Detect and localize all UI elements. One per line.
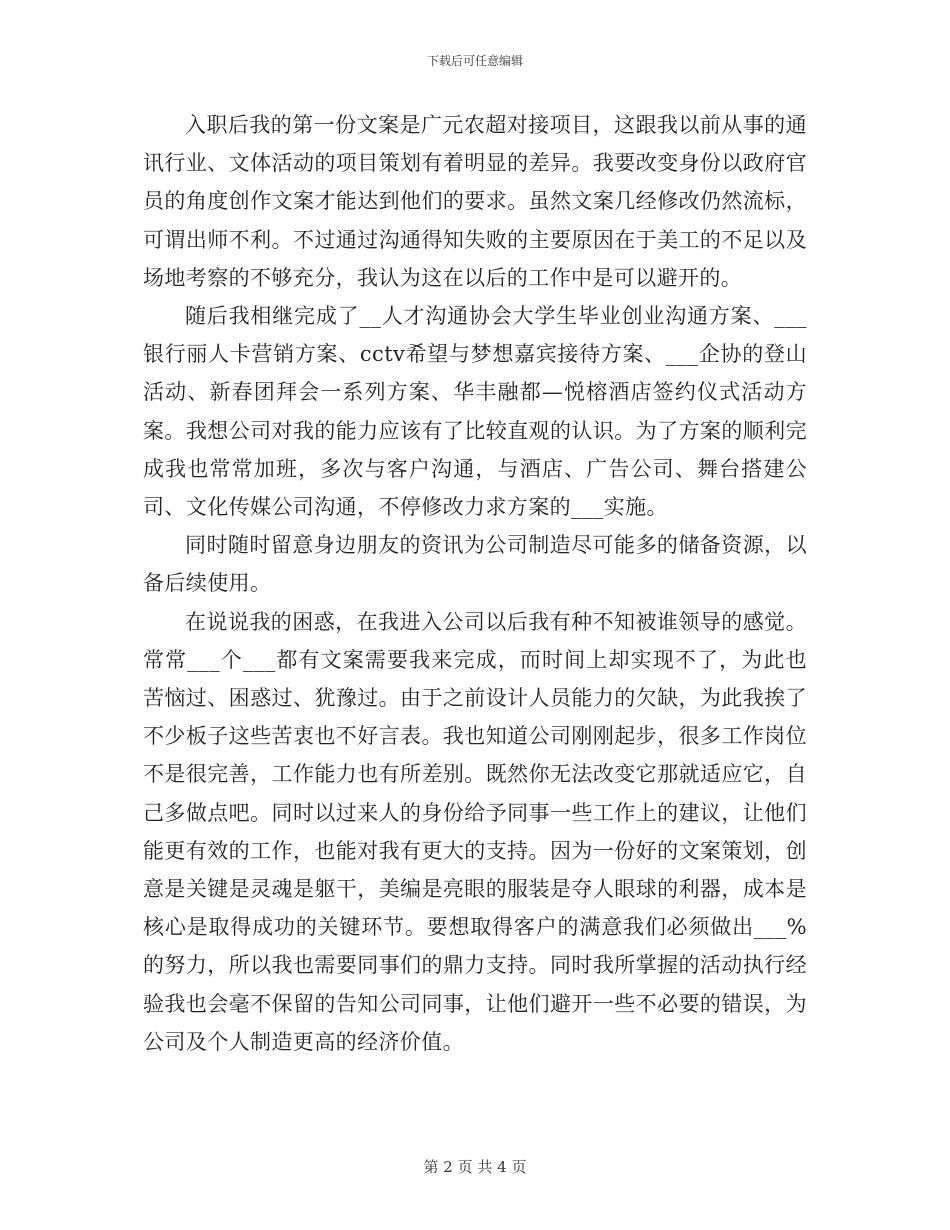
paragraph-completed-plans: 随后我相继完成了__人才沟通协会大学生毕业创业沟通方案、___银行丽人卡营销方案、cctv希望与梦想嘉宾接待方案、___企协的登山活动、新春团拜会一系列方案、华丰融都—悦榕酒店签约仪式活动方案。我想公司对我的能力应该有了比较直观的认识。为了方案的顺利完成我也常常加班，多次与客户沟通，与酒店、广告公司、舞台搭建公司、文化传媒公司沟通，不停修改力求方案的___实施。: [143, 304, 807, 520]
paragraph-reserve-resources: 同时随时留意身边朋友的资讯为公司制造尽可能多的储备资源，以备后续使用。: [143, 533, 807, 596]
document-body: [143, 106, 807, 1061]
paragraph-confusion: 在说说我的困惑，在我进入公司以后我有种不知被谁领导的感觉。常常___个___都有文案需要我来完成，而时间上却实现不了，为此也苦恼过、困惑过、犹豫过。由于之前设计人员能力的欠缺，为此我挨了不少板子这些苦衷也不好言表。我也知道公司刚刚起步，很多工作岗位不是很完善，工作能力也有所差别。既然你无法改变它那就适应它，自己多做点吧。同时以过来人的身份给予同事一些工作上的建议，让他们能更有效的工作，也能对我有更大的支持。因为一份好的文案策划，创意是关键是灵魂是躯干，美编是亮眼的服装是夺人眼球的利器，成本是核心是取得成功的关键环节。要想取得客户的满意我们必须做出___%的努力，所以我也需要同事们的鼎力支持。同时我所掌握的活动执行经验我也会毫不保留的告知公司同事，让他们避开一些不必要的错误，为公司及个人制造更高的经济价值。: [143, 609, 807, 1054]
paragraph-first-project: 入职后我的第一份文案是广元农超对接项目，这跟我以前从事的通讯行业、文体活动的项目策划有着明显的差异。我要改变身份以政府官员的角度创作文案才能达到他们的要求。虽然文案几经修改仍然流标，可谓出师不利。不过通过沟通得知失败的主要原因在于美工的不足以及场地考察的不够充分，我认为这在以后的工作中是可以避开的。: [143, 113, 807, 290]
page-header: 下载后可任意编辑: [426, 54, 523, 68]
page-footer: 第 2 页 共 4 页: [423, 1158, 527, 1176]
